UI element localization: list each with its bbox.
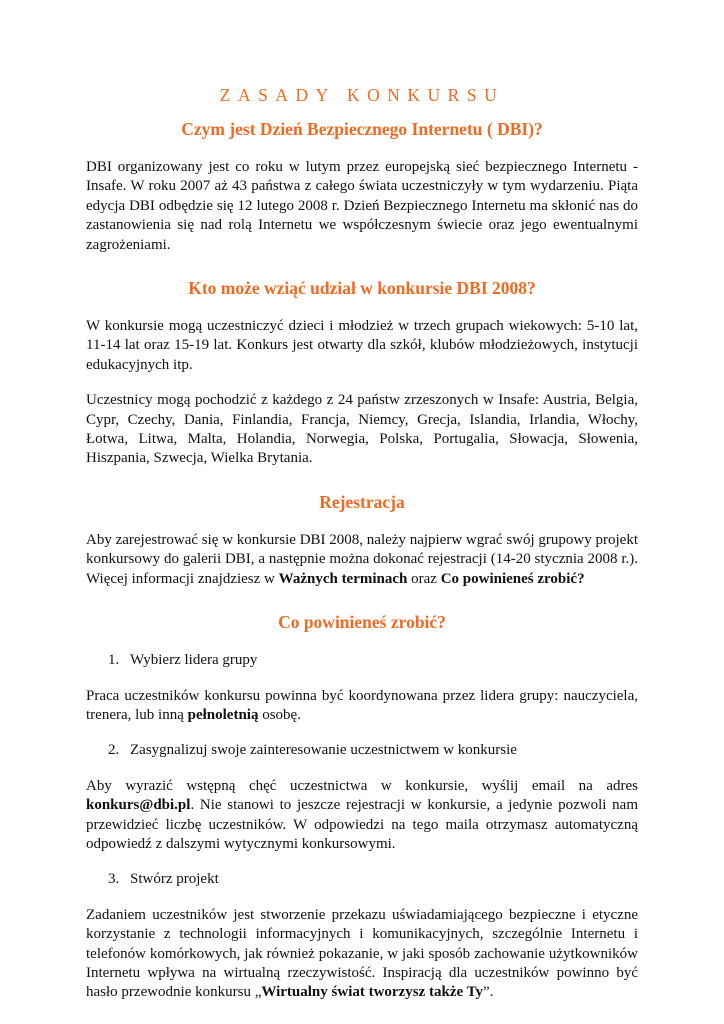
step-label: Wybierz lidera grupy bbox=[130, 652, 258, 669]
section-heading-what-to-do: Co powinieneś zrobić? bbox=[278, 612, 446, 633]
step-bold-text: pełnoletnią bbox=[187, 706, 259, 723]
step-text-before: Praca uczestników konkursu powinna być koordynowana przez lidera grupy: nauczyciela, trenera, lub inną bbox=[86, 687, 638, 723]
paragraph-step-2 bbox=[86, 777, 638, 855]
step-label: Zasygnalizuj swoje zainteresowanie uczestnictwem w konkursie bbox=[130, 742, 517, 759]
step-2-item bbox=[86, 741, 638, 760]
contest-slogan: Wirtualny świat tworzysz także Ty bbox=[261, 984, 484, 1001]
step-text-before: Zadaniem uczestników jest stworzenie przekazu uświadamiającego bezpieczne i etyczne korzystanie z technologii informacyjnych i komunikacyjnych, szczególnie Internetu i telefonów komórkowych, jak również pokazanie, w jaki sposób zachowanie użytkowników Internetu wpływa na wirtualną rzeczywistość. Inspiracją dla uczestników powinno być hasło przewodnie konkursu „ bbox=[86, 906, 638, 1001]
document-title: ZASADY KONKURSU bbox=[219, 85, 505, 105]
paragraph-age-groups: W konkursie mogą uczestniczyć dzieci i młodzież w trzech grupach wiekowych: 5-10 lat, 11-14 lat oraz 15-19 lat. Konkurs jest otwarty dla szkół, klubów młodzieżowych, instytucji edukacyjnych itp. bbox=[86, 318, 638, 373]
step-number: 3. bbox=[108, 871, 120, 888]
step-text-before: Aby wyrazić wstępną chęć uczestnictwa w konkursie, wyślij email na adres bbox=[86, 777, 638, 794]
paragraph-step-3 bbox=[86, 906, 638, 1003]
step-1-item bbox=[86, 651, 638, 670]
step-label: Stwórz projekt bbox=[130, 871, 219, 888]
section-heading-who-can-participate: Kto może wziąć udział w konkursie DBI 2008? bbox=[188, 278, 536, 299]
contact-email: konkurs@dbi.pl bbox=[86, 797, 191, 814]
paragraph-countries: Uczestnicy mogą pochodzić z każdego z 24 państw zrzeszonych w Insafe: Austria, Belgia, Cypr, Czechy, Dania, Finlandia, Francja, Niemcy, Grecja, Islandia, Irlandia, Włochy, Łotwa, Litwa, Malta, Holandia, Norwegia, Polska, Portugalia, Słowacja, Słowenia, Hiszpania, Szwecja, Wielka Brytania. bbox=[86, 392, 638, 467]
paragraph-step-1 bbox=[86, 687, 638, 726]
step-3-item bbox=[86, 870, 638, 889]
section-heading-registration: Rejestracja bbox=[319, 491, 405, 512]
section-heading-what-is-dbi: Czym jest Dzień Bezpiecznego Internetu ( DBI)? bbox=[181, 119, 543, 139]
step-number: 1. bbox=[108, 652, 120, 669]
step-text-after: ”. bbox=[483, 984, 494, 1001]
registration-text: Aby zarejestrować się w konkursie DBI 2008, należy najpierw wgrać swój grupowy projekt konkursowy do galerii DBI, a następnie można dokonać rejestracji (14-20 stycznia 2008 r.). Więcej informacji znajdziesz w bbox=[86, 531, 638, 587]
step-text-after: osobę. bbox=[258, 706, 301, 723]
paragraph-registration bbox=[86, 531, 638, 589]
registration-text-middle: oraz bbox=[407, 570, 441, 587]
paragraph-dbi-intro: DBI organizowany jest co roku w lutym przez europejską sieć bezpiecznego Internetu - Insafe. W roku 2007 aż 43 państwa z całego świata uczestniczyły w tym wydarzeniu. Piąta edycja DBI odbędzie się 12 lutego 2008 r. Dzień Bezpiecznego Internetu ma skłonić nas do zastanowienia się nad rolą Internetu we współczesnym świecie oraz jego ewentualnymi zagrożeniami. bbox=[86, 159, 638, 253]
what-to-do-reference: Co powinieneś zrobić? bbox=[440, 570, 585, 587]
important-dates-reference: Ważnych terminach bbox=[278, 570, 408, 587]
step-number: 2. bbox=[108, 742, 120, 759]
step-text-after: . Nie stanowi to jeszcze rejestracji w konkursie, a jedynie pozwoli nam przewidzieć liczbę uczestników. W odpowiedzi na tego maila otrzymasz automatyczną odpowiedź z dalszymi wytycznymi konkursowymi. bbox=[86, 797, 638, 852]
